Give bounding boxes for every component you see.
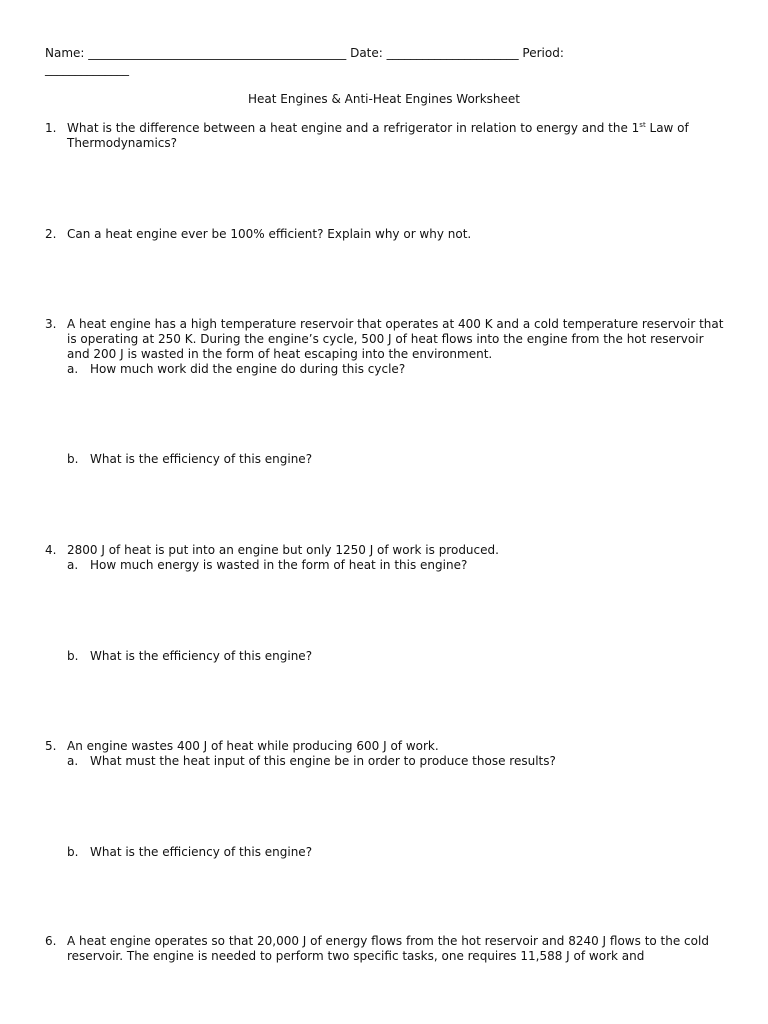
question-number: 6. xyxy=(45,934,57,948)
question-number: 2. xyxy=(45,227,57,241)
worksheet-title: Heat Engines & Anti-Heat Engines Worksheet xyxy=(247,92,520,106)
sub-question-letter: b. xyxy=(67,452,79,466)
sub-question-text: How much energy is wasted in the form of heat in this engine? xyxy=(90,558,468,572)
sub-question-text: How much work did the engine do during this cycle? xyxy=(90,362,406,376)
sub-question-letter: a. xyxy=(67,754,79,768)
question-text: A heat engine has a high temperature reservoir that operates at 400 K and a cold temperature reservoir that is operating at 250 K. During the engine’s cycle, 500 J of heat flows into the engine from the hot reservoir and 200 J is wasted in the form of heat escaping into the environment. xyxy=(67,317,724,361)
sub-question-letter: a. xyxy=(67,558,79,572)
period-blank-line: ______________ xyxy=(45,62,129,76)
sub-question-letter: b. xyxy=(67,845,79,859)
student-info-line: Name: ___________________________________________ Date: ______________________ Period: xyxy=(45,46,564,60)
question-2 xyxy=(45,227,725,242)
question-3b xyxy=(67,452,707,467)
question-3 xyxy=(45,317,725,362)
question-4b xyxy=(67,649,707,664)
question-text-part: What is the difference between a heat engine and a refrigerator in relation to energy and the 1 xyxy=(67,121,640,135)
question-number: 4. xyxy=(45,543,57,557)
sub-question-text: What is the efficiency of this engine? xyxy=(90,845,313,859)
sub-question-text: What is the efficiency of this engine? xyxy=(90,649,313,663)
sub-question-text: What is the efficiency of this engine? xyxy=(90,452,313,466)
question-5 xyxy=(45,739,725,754)
question-text: 2800 J of heat is put into an engine but only 1250 J of work is produced. xyxy=(67,543,499,557)
question-number: 3. xyxy=(45,317,57,331)
question-number: 5. xyxy=(45,739,57,753)
question-number: 1. xyxy=(45,121,57,135)
question-text-part: Law of Thermodynamics? xyxy=(67,121,689,150)
sub-question-letter: b. xyxy=(67,649,79,663)
question-4 xyxy=(45,543,725,558)
question-text: Can a heat engine ever be 100% efficient? Explain why or why not. xyxy=(67,227,472,241)
superscript: st xyxy=(639,121,646,129)
question-text: An engine wastes 400 J of heat while producing 600 J of work. xyxy=(67,739,439,753)
question-1 xyxy=(45,121,725,151)
sub-question-text: What must the heat input of this engine be in order to produce those results? xyxy=(90,754,556,768)
sub-question-letter: a. xyxy=(67,362,79,376)
question-5b xyxy=(67,845,707,860)
question-text: A heat engine operates so that 20,000 J of energy flows from the hot reservoir and 8240 J flows to the cold reservoir. The engine is needed to perform two specific tasks, one requires 11,588 J of work and xyxy=(67,934,709,963)
question-4a xyxy=(67,558,707,573)
question-text xyxy=(67,121,725,151)
question-6 xyxy=(45,934,725,964)
question-3a xyxy=(67,362,707,377)
question-5a xyxy=(67,754,707,769)
